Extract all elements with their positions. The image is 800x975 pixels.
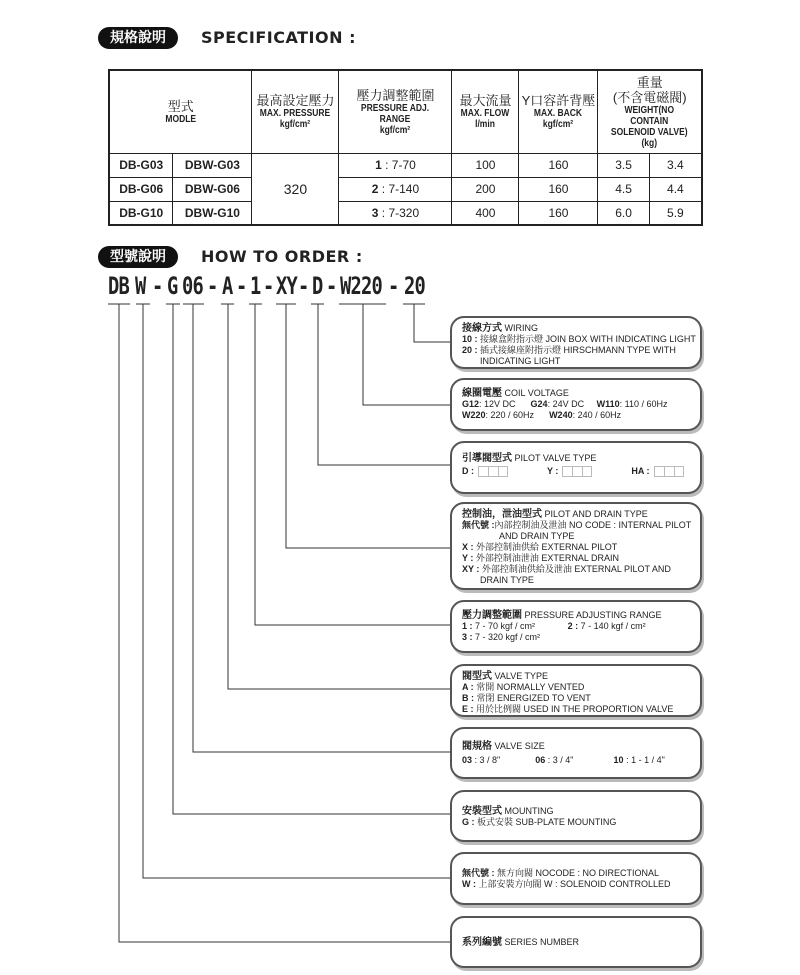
code-dash: - (152, 272, 163, 300)
coil-value-w110: : 110 / 60Hz (619, 399, 668, 409)
weight-dbw: 3.4 (649, 153, 702, 177)
dir-code-w: W : (462, 879, 476, 889)
coil-value-g24: : 24V DC (547, 399, 585, 409)
valve-symbol-ha-icon (654, 466, 684, 477)
model-dbw: DBW-G03 (173, 153, 252, 177)
header-weight-zh2: (不含電磁閥) (612, 89, 687, 105)
wiring-box (450, 316, 702, 369)
weight-db: 6.0 (598, 201, 649, 225)
flow-value: 400 (452, 201, 519, 225)
mount-title-en: MOUNTING (504, 806, 554, 816)
order-section-title: HOW TO ORDER : (201, 247, 363, 266)
range-value: : 7-70 (385, 158, 416, 172)
code-part-pilot: D (312, 272, 323, 300)
header-model-en: MODLE (165, 113, 197, 125)
header-pressure-unit: kgf/cm² (280, 119, 311, 131)
direction-box (450, 852, 702, 905)
range-option-3: 7 - 320 kgf / cm² (475, 632, 541, 642)
coil-value-g12: : 12V DC (479, 399, 516, 409)
mount-option-g: 板式安裝 SUB-PLATE MOUNTING (477, 817, 617, 827)
vtype-title-zh: 閥型式 (462, 671, 492, 682)
spec-section-badge: 規格說明 (98, 27, 178, 49)
range-code: 1 (375, 158, 382, 172)
header-weight-en1: WEIGHT(NO CONTAIN (624, 104, 675, 127)
header-back-en: MAX. BACK (534, 108, 583, 120)
vtype-option-a: 常開 NORMALLY VENTED (476, 682, 585, 692)
size-option-03: : 3 / 8" (474, 755, 501, 765)
header-range-unit: kgf/cm² (380, 124, 411, 136)
header-flow-unit: l/min (475, 119, 496, 131)
drain-option-xy-cont: DRAIN TYPE (480, 575, 534, 585)
code-part-direction: W (135, 272, 146, 300)
wiring-title-zh: 接線方式 (462, 323, 502, 334)
max-pressure-value: 320 (252, 153, 339, 225)
coil-code-g24: G24 (530, 399, 548, 409)
range-code: 2 (371, 182, 379, 196)
size-code-10: 10 (613, 755, 624, 765)
series-box (450, 916, 702, 968)
weight-db: 4.5 (598, 177, 649, 201)
coil-code-w220: W220 (462, 410, 486, 420)
model-dbw: DBW-G10 (173, 201, 252, 225)
code-part-wiring: 20 (404, 272, 425, 300)
drain-code-y: Y : (462, 553, 474, 563)
valve-size-box (450, 727, 702, 779)
drain-option-x: 外部控制油供給 EXTERNAL PILOT (476, 542, 618, 552)
back-value: 160 (519, 177, 598, 201)
flow-value: 200 (452, 177, 519, 201)
vtype-code-b: B : (462, 693, 474, 703)
dir-code-none: 無代號 : (462, 868, 495, 878)
drain-title-en: PILOT AND DRAIN TYPE (544, 509, 648, 519)
pilot-code-ha: HA : (631, 466, 650, 476)
leader-size (193, 304, 452, 752)
code-dash: - (326, 272, 337, 300)
range-code-2: 2 : (567, 621, 579, 631)
size-option-06: : 3 / 4" (547, 755, 574, 765)
flow-value: 100 (452, 153, 519, 177)
mount-code-g: G : (462, 817, 475, 827)
leader-direction (143, 304, 452, 878)
coil-code-w240: W240 (549, 410, 573, 420)
weight-dbw: 5.9 (649, 201, 702, 225)
header-range-zh: 壓力調整範圍 (356, 87, 435, 103)
code-part-mounting: G (167, 272, 178, 300)
range-code: 3 (371, 205, 379, 220)
coil-voltage-box (450, 378, 702, 431)
wiring-title-en: WIRING (504, 323, 539, 333)
order-section-badge: 型號說明 (98, 246, 178, 268)
header-weight-unit: (kg) (641, 137, 658, 149)
pilot-code-y: Y : (547, 466, 559, 476)
coil-code-g12: G12 (462, 399, 480, 409)
weight-dbw: 4.4 (649, 177, 702, 201)
drain-option-y: 外部控制油泄油 EXTERNAL DRAIN (475, 553, 620, 563)
header-flow-en: MAX. FLOW (461, 108, 510, 120)
code-part-range: 1 (250, 272, 261, 300)
series-title-en: SERIES NUMBER (504, 937, 580, 947)
range-code-3: 3 : (462, 632, 473, 642)
code-dash: - (298, 272, 309, 300)
wiring-option-10: 接線盒附指示燈 JOIN BOX WITH INDICATING LIGHT (480, 334, 696, 344)
drain-option-xy: 外部控制油供給及泄油 EXTERNAL PILOT AND (481, 564, 671, 574)
back-value: 160 (519, 153, 598, 177)
drain-code-none: 無代號 : (462, 520, 495, 530)
code-part-coil: W220 (340, 272, 382, 300)
model-db: DB-G03 (109, 153, 173, 177)
model-db: DB-G10 (109, 201, 173, 225)
header-pressure-en: MAX. PRESSURE (260, 108, 331, 120)
coil-code-w110: W110 (596, 399, 620, 409)
code-dash: - (207, 272, 218, 300)
header-back-zh: Y口容許背壓 (521, 93, 596, 109)
valve-symbol-y-icon (562, 466, 592, 477)
pressure-range-box (450, 600, 702, 653)
range-title-en: PRESSURE ADJUSTING RANGE (524, 610, 662, 620)
dir-option-w: 上部安裝方向閥 W : SOLENOID CONTROLLED (478, 879, 671, 889)
model-dbw: DBW-G06 (173, 177, 252, 201)
leader-pilot (318, 304, 452, 465)
size-option-10: : 1 - 1 / 4" (626, 755, 665, 765)
header-weight-en2: SOLENOID VALVE) (611, 126, 689, 138)
leader-valve-type (228, 304, 452, 689)
vtype-option-e: 用於比例閥 USED IN THE PROPORTION VALVE (476, 704, 674, 714)
leader-mounting (173, 304, 452, 814)
pilot-valve-box (450, 441, 702, 494)
coil-title-en: COIL VOLTAGE (504, 388, 569, 398)
dir-option-none: 無方向閥 NOCODE : NO DIRECTIONAL (497, 868, 660, 878)
header-back-unit: kgf/cm² (543, 119, 574, 131)
weight-db: 3.5 (598, 153, 649, 177)
range-option-2: 7 - 140 kgf / cm² (580, 621, 646, 631)
size-title-en: VALVE SIZE (494, 741, 545, 751)
drain-code-xy: XY : (462, 564, 480, 574)
vtype-option-b: 常閉 ENERGIZED TO VENT (476, 693, 591, 703)
mount-title-zh: 安裝型式 (462, 806, 502, 817)
wiring-option-20: 插式接線座附指示燈 HIRSCHMANN TYPE WITH (480, 345, 676, 355)
code-dash: - (388, 272, 399, 300)
valve-type-box (450, 664, 702, 717)
vtype-code-e: E : (462, 704, 474, 714)
range-option-1: 7 - 70 kgf / cm² (475, 621, 536, 631)
range-title-zh: 壓力調整範圍 (462, 610, 522, 621)
range-value: : 7-320 (381, 205, 420, 220)
size-title-zh: 閥規格 (462, 741, 492, 752)
header-range-en: PRESSURE ADJ. RANGE (361, 102, 430, 125)
coil-value-w220: : 220 / 60Hz (485, 410, 535, 420)
header-model-zh: 型式 (167, 98, 194, 114)
wiring-option-20-cont: INDICATING LIGHT (480, 356, 561, 366)
header-pressure-zh: 最高設定壓力 (256, 93, 335, 109)
pilot-title-en: PILOT VALVE TYPE (514, 453, 597, 463)
header-flow-zh: 最大流量 (459, 93, 512, 109)
pilot-drain-box (450, 502, 702, 590)
spec-section-title: SPECIFICATION : (201, 28, 356, 47)
wiring-code-20: 20 : (462, 345, 478, 355)
header-weight-zh1: 重量 (636, 74, 663, 90)
range-value: : 7-140 (381, 182, 420, 196)
drain-title-zh: 控制油，泄油型式 (462, 509, 542, 520)
code-part-valve-type: A (222, 272, 233, 300)
code-part-size: 06 (182, 272, 203, 300)
back-value: 160 (519, 201, 598, 225)
leader-coil (363, 304, 452, 405)
drain-option-none-cont: AND DRAIN TYPE (499, 531, 575, 541)
leader-drain (286, 304, 452, 548)
leader-wiring (414, 304, 452, 342)
range-code-1: 1 : (462, 621, 473, 631)
vtype-title-en: VALVE TYPE (494, 671, 549, 681)
vtype-code-a: A : (462, 682, 474, 692)
code-dash: - (236, 272, 247, 300)
coil-value-w240: : 240 / 60Hz (572, 410, 622, 420)
code-part-series: DB (108, 272, 129, 300)
pilot-code-d: D : (462, 466, 474, 476)
drain-code-x: X : (462, 542, 474, 552)
model-db: DB-G06 (109, 177, 173, 201)
valve-symbol-d-icon (478, 466, 508, 477)
code-part-drain: XY (276, 272, 297, 300)
series-title-zh: 系列編號 (462, 937, 502, 948)
size-code-03: 03 (462, 755, 473, 765)
drain-option-none: 內部控制油及泄油 NO CODE : INTERNAL PILOT (494, 520, 692, 530)
size-code-06: 06 (535, 755, 546, 765)
mounting-box (450, 790, 702, 842)
coil-title-zh: 線圈電壓 (462, 388, 502, 399)
pilot-title-zh: 引導閥型式 (462, 453, 512, 464)
wiring-code-10: 10 : (462, 334, 478, 344)
code-dash: - (263, 272, 274, 300)
